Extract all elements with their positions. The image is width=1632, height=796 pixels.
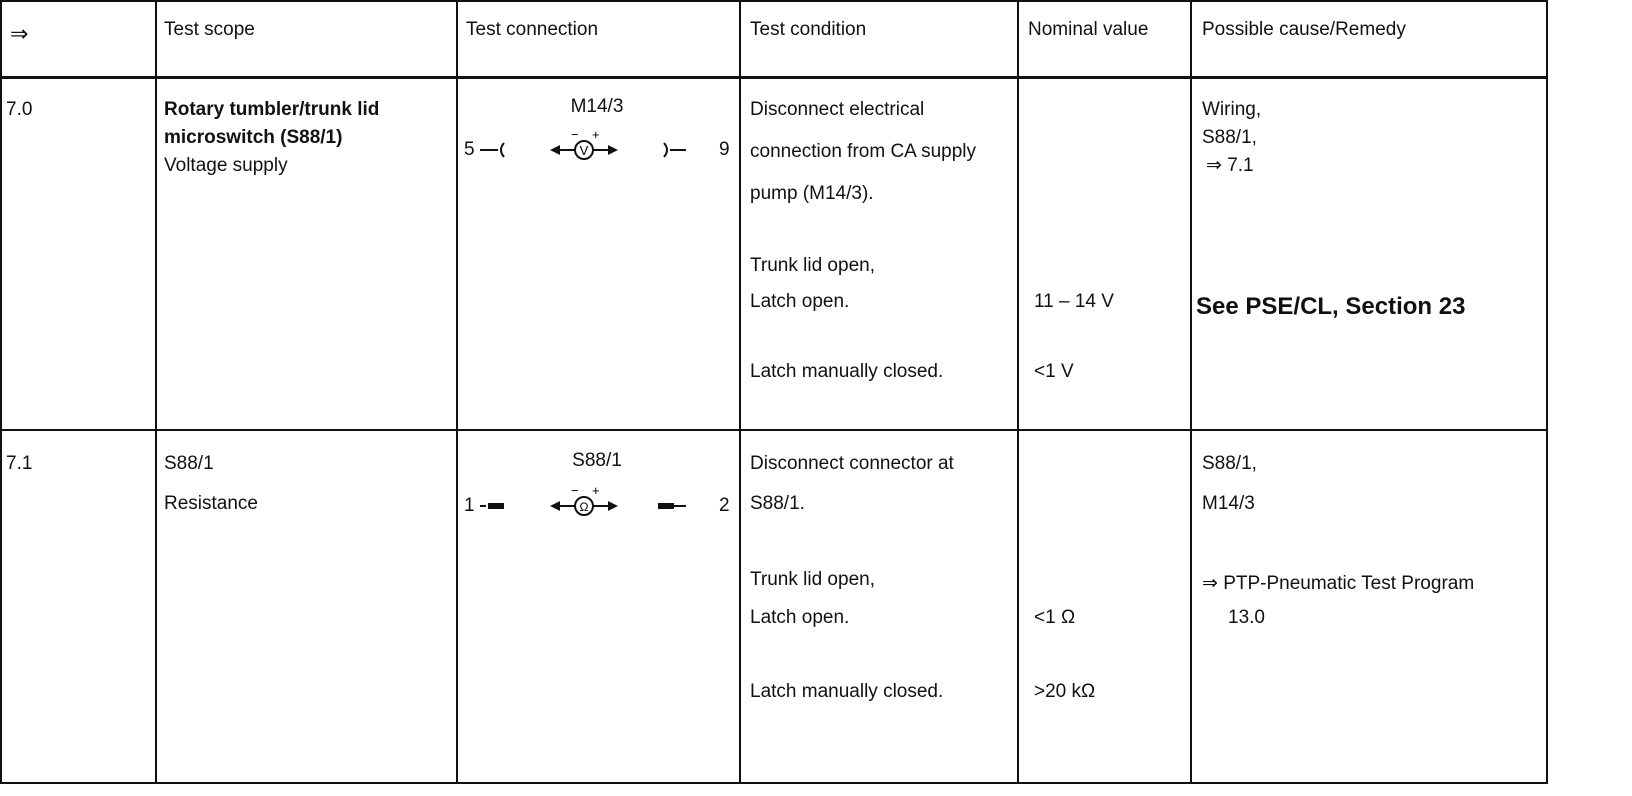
col-rule-4 xyxy=(1017,0,1019,784)
header-nominal-value: Nominal value xyxy=(1028,19,1149,40)
remedy-line: S88/1, xyxy=(1202,453,1257,474)
condition-line: Trunk lid open, xyxy=(750,569,875,590)
svg-text:+: + xyxy=(592,483,600,498)
ohmmeter-icon xyxy=(476,480,716,520)
nominal-value: >20 kΩ xyxy=(1034,681,1096,702)
table-bottom-rule xyxy=(0,782,1548,784)
scope-subtitle: Voltage supply xyxy=(164,155,288,176)
col-rule-3 xyxy=(739,0,741,784)
meter-symbol: V xyxy=(579,143,589,158)
remedy-line: Wiring, xyxy=(1202,99,1262,120)
svg-text:−: − xyxy=(571,127,579,142)
condition-line: Latch manually closed. xyxy=(750,361,944,382)
step-number: 7.0 xyxy=(6,99,33,120)
condition-line: Latch manually closed. xyxy=(750,681,944,702)
remedy-link[interactable]: ⇒ PTP-Pneumatic Test Program xyxy=(1202,573,1475,594)
nominal-value: 11 – 14 V xyxy=(1034,291,1114,312)
scope-subtitle: Resistance xyxy=(164,493,258,514)
header-cause-remedy: Possible cause/Remedy xyxy=(1202,19,1406,40)
col-rule-2 xyxy=(456,0,458,784)
connection-component-label: M14/3 xyxy=(570,96,624,117)
condition-line: Latch open. xyxy=(750,607,850,628)
connection-pin-right: 2 xyxy=(719,495,730,516)
remedy-line: 13.0 xyxy=(1228,607,1265,628)
condition-line: connection from CA supply xyxy=(750,141,977,162)
condition-line: pump (M14/3). xyxy=(750,183,874,204)
condition-line: Disconnect connector at xyxy=(750,453,954,474)
row-divider xyxy=(0,429,1548,431)
meter-symbol: Ω xyxy=(579,500,589,514)
step-number: 7.1 xyxy=(6,453,33,474)
svg-text:−: − xyxy=(571,483,579,498)
connection-pin-left: 5 xyxy=(464,139,475,160)
nominal-value: <1 V xyxy=(1034,361,1074,382)
header-test-condition: Test condition xyxy=(750,19,867,40)
col-rule-1 xyxy=(155,0,157,784)
header-bottom-rule xyxy=(0,76,1548,79)
condition-line: S88/1. xyxy=(750,493,805,514)
remedy-line: S88/1, xyxy=(1202,127,1257,148)
col-rule-6 xyxy=(1546,0,1548,784)
nominal-value: <1 Ω xyxy=(1034,607,1076,628)
scope-title-cont: microswitch (S88/1) xyxy=(164,127,343,148)
scope-title: Rotary tumbler/trunk lid xyxy=(164,99,380,120)
header-test-scope: Test scope xyxy=(164,19,255,40)
condition-line: Trunk lid open, xyxy=(750,255,875,276)
voltmeter-icon xyxy=(476,124,716,164)
col-rule-5 xyxy=(1190,0,1192,784)
col-rule-0 xyxy=(0,0,2,784)
header-test-connection: Test connection xyxy=(466,19,599,40)
svg-text:+: + xyxy=(592,127,600,142)
connection-component-label: S88/1 xyxy=(572,450,622,471)
remedy-link[interactable]: ⇒ 7.1 xyxy=(1206,155,1254,176)
condition-line: Latch open. xyxy=(750,291,850,312)
header-arrow: ⇒ xyxy=(10,21,29,46)
connection-pin-left: 1 xyxy=(464,495,475,516)
remedy-line: M14/3 xyxy=(1202,493,1255,514)
connection-pin-right: 9 xyxy=(719,139,730,160)
table-top-rule xyxy=(0,0,1548,2)
remedy-note: See PSE/CL, Section 23 xyxy=(1196,293,1466,320)
scope-title: S88/1 xyxy=(164,453,214,474)
condition-line: Disconnect electrical xyxy=(750,99,925,120)
